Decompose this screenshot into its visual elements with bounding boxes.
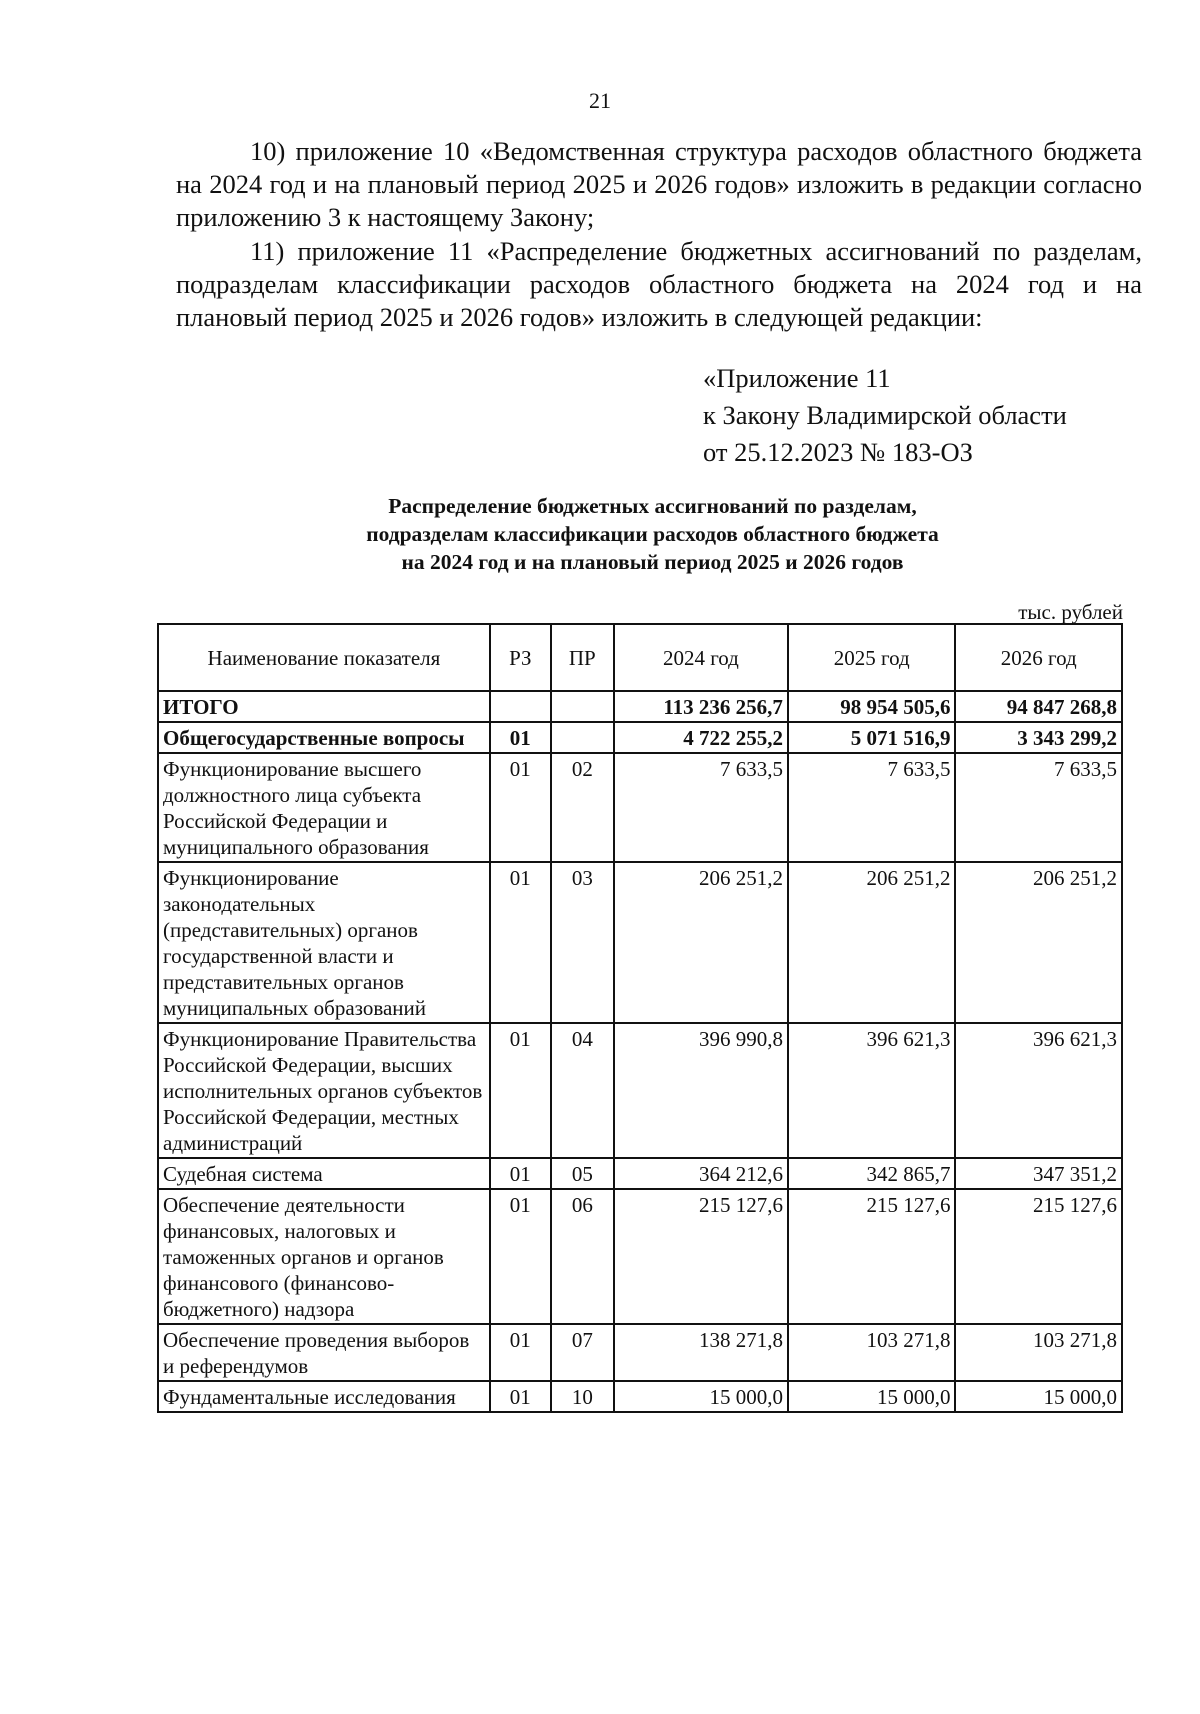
header-2024: 2024 год	[614, 624, 788, 691]
table-row	[158, 1324, 1122, 1381]
row-2025: 396 621,3	[788, 1023, 956, 1158]
table-row	[158, 753, 1122, 862]
row-name: Функционирование законодательных (представительных) органов государственной власти и представительных органов муниципальных образований	[158, 862, 490, 1023]
table-title-line-2: подразделам классификации расходов областного бюджета	[366, 522, 939, 546]
appendix-note-line-1: «Приложение 11	[703, 363, 891, 393]
paragraph-11-number: 11)	[250, 236, 285, 266]
row-rz	[490, 691, 551, 722]
table-row	[158, 862, 1122, 1023]
units-label: тыс. рублей	[1018, 600, 1123, 624]
row-2026: 15 000,0	[955, 1381, 1122, 1412]
row-name: Обеспечение проведения выборов и референдумов	[158, 1324, 490, 1381]
table-row	[158, 1158, 1122, 1189]
row-pr: 10	[551, 1381, 614, 1412]
row-pr: 06	[551, 1189, 614, 1324]
page-number: 21	[589, 88, 611, 113]
row-2024: 113 236 256,7	[614, 691, 788, 722]
row-2025: 206 251,2	[788, 862, 956, 1023]
row-2026: 206 251,2	[955, 862, 1122, 1023]
row-name: Фундаментальные исследования	[158, 1381, 490, 1412]
row-pr: 04	[551, 1023, 614, 1158]
row-2025: 215 127,6	[788, 1189, 956, 1324]
row-2026: 103 271,8	[955, 1324, 1122, 1381]
row-2026: 347 351,2	[955, 1158, 1122, 1189]
row-2024: 7 633,5	[614, 753, 788, 862]
row-2025: 15 000,0	[788, 1381, 956, 1412]
header-2026: 2026 год	[955, 624, 1122, 691]
row-rz: 01	[490, 1189, 551, 1324]
row-pr: 05	[551, 1158, 614, 1189]
appendix-note	[703, 360, 1067, 471]
row-pr: 03	[551, 862, 614, 1023]
row-pr	[551, 691, 614, 722]
row-2026: 94 847 268,8	[955, 691, 1122, 722]
row-2026: 7 633,5	[955, 753, 1122, 862]
row-rz: 01	[490, 1023, 551, 1158]
row-2024: 364 212,6	[614, 1158, 788, 1189]
row-2025: 7 633,5	[788, 753, 956, 862]
table-title-line-1: Распределение бюджетных ассигнований по разделам,	[388, 494, 917, 518]
row-name: Функционирование высшего должностного лица субъекта Российской Федерации и муниципального образования	[158, 753, 490, 862]
row-name: Функционирование Правительства Российской Федерации, высших исполнительных органов субъектов Российской Федерации, местных администраций	[158, 1023, 490, 1158]
table-row	[158, 1189, 1122, 1324]
row-2026: 396 621,3	[955, 1023, 1122, 1158]
budget-table	[157, 623, 1123, 1413]
row-rz: 01	[490, 1381, 551, 1412]
paragraph-11-text: приложение 11 «Распределение бюджетных ассигнований по разделам, подразделам классификации расходов областного бюджета на 2024 год и на плановый период 2025 и 2026 годов» изложить в следующей редакции:	[176, 236, 1143, 332]
row-rz: 01	[490, 753, 551, 862]
paragraph-10	[176, 135, 1142, 234]
row-2025: 98 954 505,6	[788, 691, 956, 722]
row-pr	[551, 722, 614, 753]
row-2025: 5 071 516,9	[788, 722, 956, 753]
row-2024: 396 990,8	[614, 1023, 788, 1158]
row-2025: 103 271,8	[788, 1324, 956, 1381]
row-name: Общегосударственные вопросы	[158, 722, 490, 753]
table-row-section	[158, 722, 1122, 753]
row-2024: 206 251,2	[614, 862, 788, 1023]
row-pr: 02	[551, 753, 614, 862]
row-rz: 01	[490, 722, 551, 753]
row-name: ИТОГО	[158, 691, 490, 722]
table-row	[158, 1023, 1122, 1158]
table-row-total	[158, 691, 1122, 722]
row-2025: 342 865,7	[788, 1158, 956, 1189]
row-rz: 01	[490, 1158, 551, 1189]
row-2024: 15 000,0	[614, 1381, 788, 1412]
table-row	[158, 1381, 1122, 1412]
appendix-note-line-2: к Закону Владимирской области	[703, 400, 1067, 430]
row-2024: 215 127,6	[614, 1189, 788, 1324]
row-name: Обеспечение деятельности финансовых, налоговых и таможенных органов и органов финансового (финансово-бюджетного) надзора	[158, 1189, 490, 1324]
row-rz: 01	[490, 862, 551, 1023]
table-title-line-3: на 2024 год и на плановый период 2025 и 2026 годов	[401, 550, 904, 574]
row-2026: 3 343 299,2	[955, 722, 1122, 753]
table-header-row	[158, 624, 1122, 691]
row-2026: 215 127,6	[955, 1189, 1122, 1324]
header-name: Наименование показателя	[158, 624, 490, 691]
row-2024: 138 271,8	[614, 1324, 788, 1381]
row-rz: 01	[490, 1324, 551, 1381]
header-rz: РЗ	[490, 624, 551, 691]
appendix-note-line-3: от 25.12.2023 № 183-ОЗ	[703, 437, 973, 467]
row-name: Судебная система	[158, 1158, 490, 1189]
row-2024: 4 722 255,2	[614, 722, 788, 753]
paragraph-11	[176, 235, 1142, 334]
row-pr: 07	[551, 1324, 614, 1381]
table-title	[160, 492, 1145, 576]
header-pr: ПР	[551, 624, 614, 691]
header-2025: 2025 год	[788, 624, 956, 691]
paragraph-10-number: 10)	[250, 136, 286, 166]
paragraph-10-text: приложение 10 «Ведомственная структура расходов областного бюджета на 2024 год и на плановый период 2025 и 2026 годов» изложить в редакции согласно приложению 3 к настоящему Закону;	[176, 136, 1143, 232]
